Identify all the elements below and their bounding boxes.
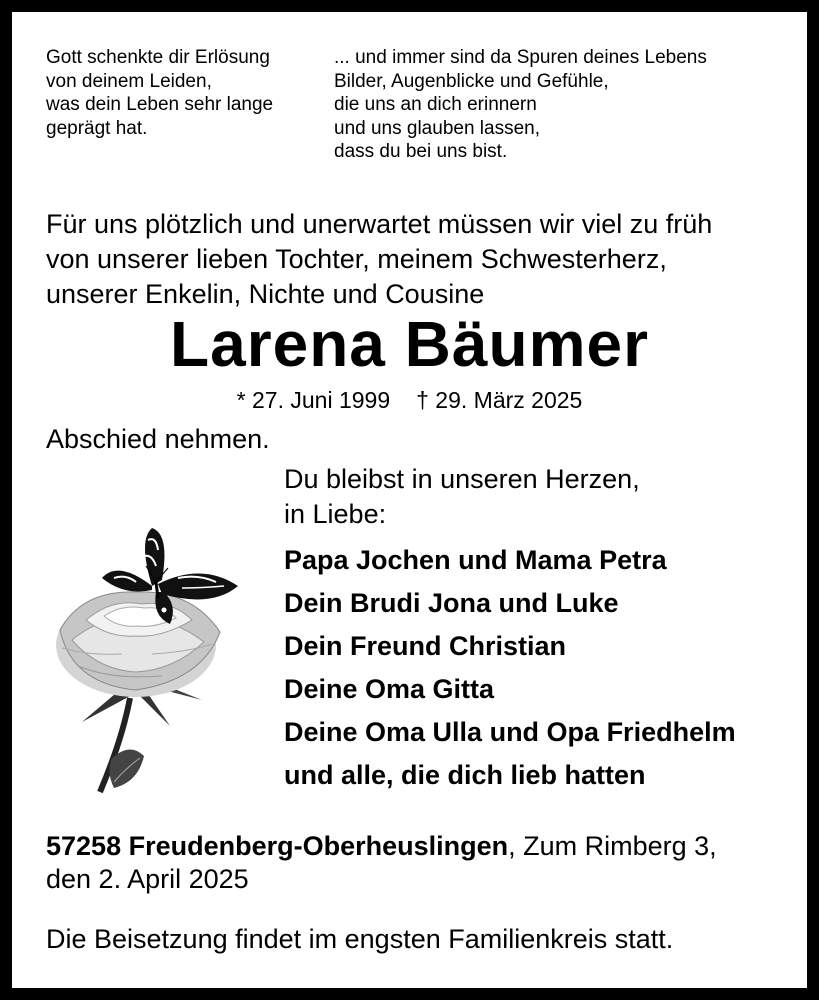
death-date: † 29. März 2025 bbox=[416, 387, 583, 413]
verse-left bbox=[46, 46, 273, 140]
verse-left-line: Gott schenkte dir Erlösung bbox=[46, 47, 270, 68]
verse-left-line: geprägt hat. bbox=[46, 117, 148, 139]
verse-left-line: was dein Leben sehr lange bbox=[46, 94, 274, 115]
verse-right-line: ... und immer sind da Spuren deines Lebens bbox=[334, 47, 707, 68]
mourners-list bbox=[284, 539, 736, 797]
remembrance-line: Du bleibst in unseren Herzen, bbox=[284, 464, 640, 494]
verse-right-line: und uns glauben lassen, bbox=[334, 117, 540, 139]
life-dates bbox=[12, 386, 807, 414]
mourner-line: Dein Freund Christian bbox=[284, 631, 567, 661]
verse-left-line: von deinem Leiden, bbox=[46, 70, 212, 92]
verse-right-line: Bilder, Augenblicke und Gefühle, bbox=[334, 70, 609, 92]
verse-right bbox=[334, 46, 707, 164]
remembrance-text bbox=[284, 462, 640, 532]
address-block bbox=[46, 830, 717, 896]
intro-line: von unserer lieben Tochter, meinem Schwesterherz, bbox=[46, 244, 667, 274]
mourner-line: Papa Jochen und Mama Petra bbox=[284, 545, 667, 575]
verse-right-line: dass du bei uns bist. bbox=[334, 141, 508, 162]
rose-butterfly-image bbox=[52, 520, 242, 800]
address-street: , Zum Rimberg 3, bbox=[508, 831, 717, 861]
mourner-line: Deine Oma Gitta bbox=[284, 674, 495, 704]
obituary-notice bbox=[12, 12, 807, 988]
intro-line: unserer Enkelin, Nichte und Cousine bbox=[46, 279, 485, 309]
birth-date: * 27. Juni 1999 bbox=[236, 387, 391, 413]
notice-date: den 2. April 2025 bbox=[46, 864, 249, 894]
farewell-text: Abschied nehmen. bbox=[46, 424, 270, 454]
mourner-line: Dein Brudi Jona und Luke bbox=[284, 588, 619, 618]
verse-right-line: die uns an dich erinnern bbox=[334, 94, 537, 115]
remembrance-line: in Liebe: bbox=[284, 499, 387, 529]
burial-note: Die Beisetzung findet im engsten Familienkreis statt. bbox=[46, 924, 674, 954]
mourner-line: Deine Oma Ulla und Opa Friedhelm bbox=[284, 717, 736, 747]
intro-line: Für uns plötzlich und unerwartet müssen wir viel zu früh bbox=[46, 209, 713, 239]
intro-text bbox=[46, 207, 712, 312]
address-place: 57258 Freudenberg-Oberheuslingen bbox=[46, 831, 509, 861]
deceased-name: Larena Bäumer bbox=[170, 308, 649, 380]
mourner-line: und alle, die dich lieb hatten bbox=[284, 760, 646, 790]
